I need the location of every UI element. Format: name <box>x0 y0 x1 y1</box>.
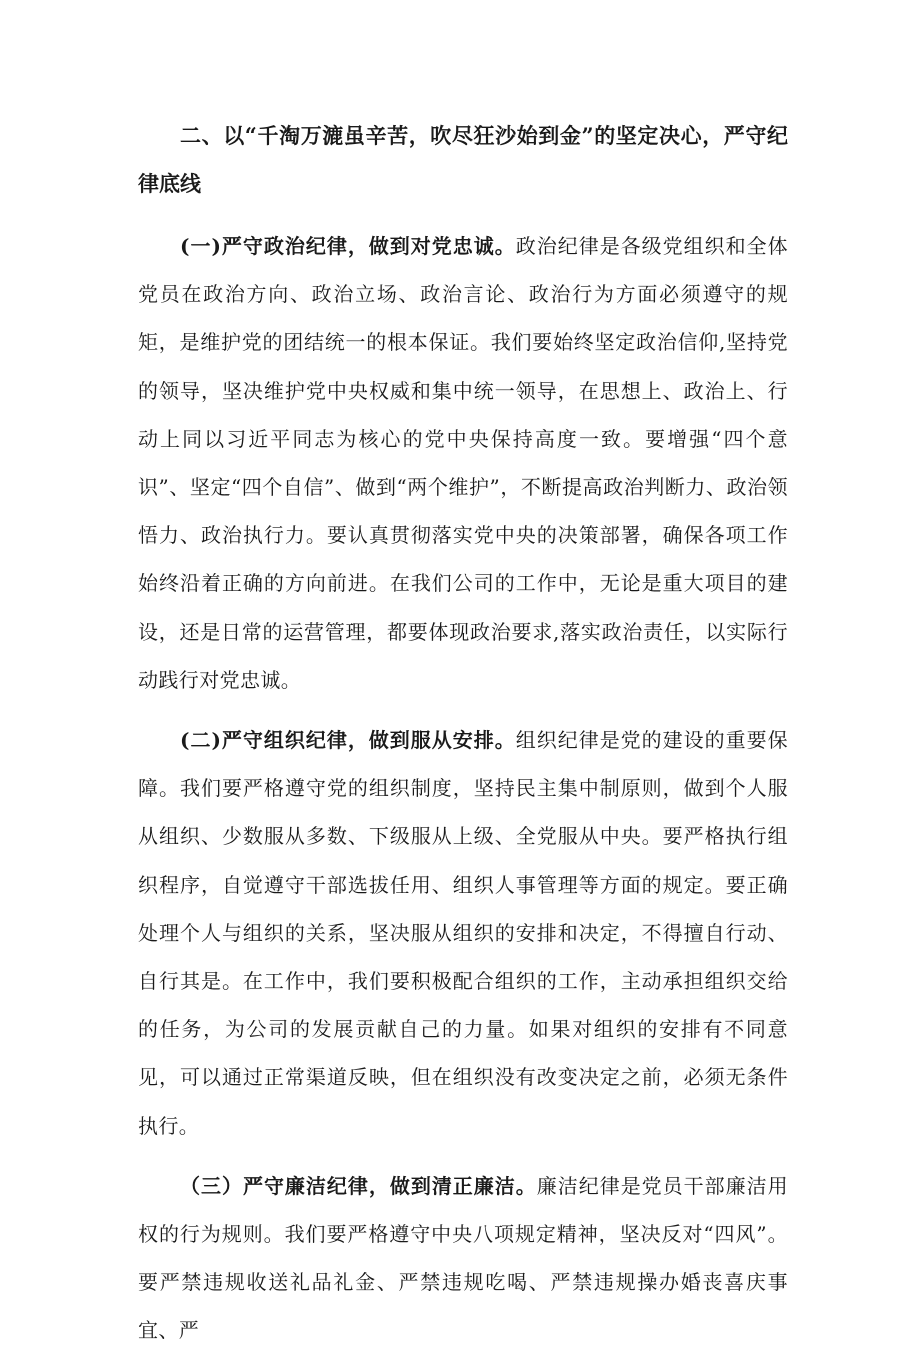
section-heading-text: 二、以“千淘万漉虽辛苦，吹尽狂沙始到金”的坚定决心，严守纪律底线 <box>138 123 788 196</box>
paragraph-integrity-discipline <box>138 1162 788 1355</box>
paragraph-lead: (一)严守政治纪律，做到对党忠诚。 <box>180 234 516 258</box>
paragraph-body: 政治纪律是各级党组织和全体党员在政治方向、政治立场、政治言论、政治行为方面必须遵守的规矩，是维护党的团结统一的根本保证。我们要始终坚定政治信仰,坚持党的领导，坚决维护党中央权威和集中统一领导，在思想上、政治上、行动上同以习近平同志为核心的党中央保持高度一致。要增强“四个意识”、坚定“四个自信”、做到“两个维护”，不断提高政治判断力、政治领悟力、政治执行力。要认真贯彻落实党中央的决策部署，确保各项工作始终沿着正确的方向前进。在我们公司的工作中，无论是重大项目的建设，还是日常的运营管理，都要体现政治要求,落实政治责任，以实际行动践行对党忠诚。 <box>138 234 788 692</box>
paragraph-lead: （三）严守廉洁纪律，做到清正廉洁。 <box>180 1173 537 1198</box>
paragraph-body: 组织纪律是党的建设的重要保障。我们要严格遵守党的组织制度，坚持民主集中制原则，做到个人服从组织、少数服从多数、下级服从上级、全党服从中央。要严格执行组织程序，自觉遵守干部选拔任用、组织人事管理等方面的规定。要正确处理个人与组织的关系，坚决服从组织的安排和决定，不得擅自行动、自行其是。在工作中，我们要积极配合组织的工作，主动承担组织交给的任务，为公司的发展贡献自己的力量。如果对组织的安排有不同意见，可以通过正常渠道反映，但在组织没有改变决定之前，必须无条件执行。 <box>138 728 788 1138</box>
paragraph-body: 廉洁纪律是党员干部廉洁用权的行为规则。我们要严格遵守中央八项规定精神，坚决反对“四风”。要严禁违规收送礼品礼金、严禁违规吃喝、严禁违规操办婚丧喜庆事宜、严 <box>138 1173 788 1343</box>
paragraph-organizational-discipline <box>138 716 788 1150</box>
paragraph-lead: (二)严守组织纪律，做到服从安排。 <box>180 728 516 753</box>
paragraph-political-discipline <box>138 222 788 704</box>
section-heading <box>138 112 788 208</box>
document-page <box>138 112 788 1367</box>
